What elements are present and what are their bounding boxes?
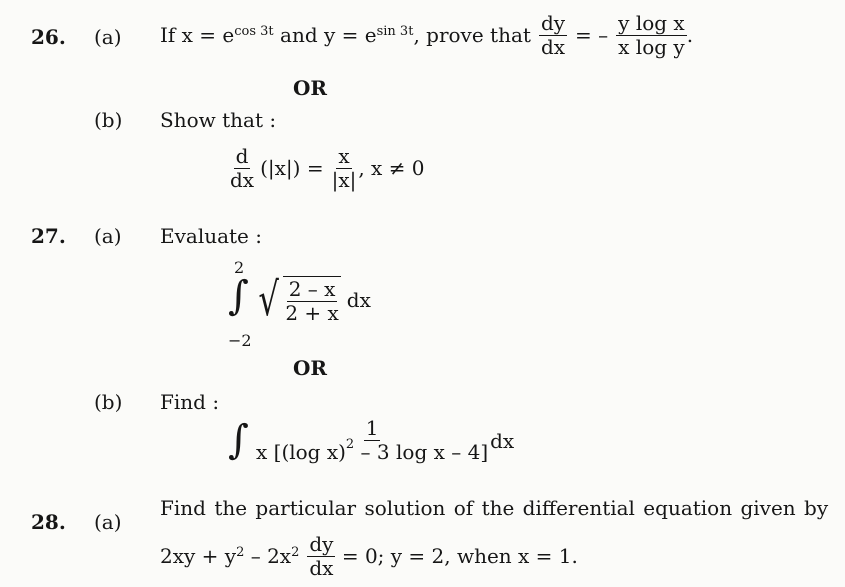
q28a-d-fraction: [307, 531, 335, 580]
q28a-d-num: dy: [309, 531, 334, 556]
q27b-integral-sign: ∫: [228, 417, 249, 463]
part-label-27a: (a): [94, 224, 122, 248]
q26a-equals: = –: [575, 23, 609, 47]
q26a-rhs-fraction: [616, 10, 687, 59]
q27a-integrand: [254, 272, 371, 326]
q27b-text: Find :: [160, 390, 220, 414]
question-number-28: 28.: [31, 510, 66, 534]
q26a-text-prove: , prove that: [413, 23, 531, 47]
q26b-equation: [228, 140, 425, 196]
q27a-radicand: [283, 276, 340, 324]
q27b-den-sup: 2: [345, 437, 355, 452]
q26b-abs-expr: (|x|) =: [260, 156, 324, 180]
q27a-integral-sign: ∫: [228, 273, 249, 319]
part-label-26b: (b): [94, 108, 123, 132]
q28a-equation: [160, 528, 578, 584]
q26a-rhs-den: x log y: [618, 34, 685, 59]
q27b-den-pre: x [(log x): [256, 440, 346, 464]
q26a-end: .: [686, 23, 694, 47]
q26a-exp-sin: sin 3t: [376, 23, 414, 39]
q26b-d-num: d: [235, 143, 249, 168]
q28a-d-den: dx: [309, 555, 334, 580]
q26b-rhs-fraction: [330, 143, 359, 192]
q26a-text-and: and y = e: [273, 23, 377, 47]
q28a-line1: Find the particular solution of the differential equation given by: [160, 496, 829, 520]
q27a-fraction: [283, 279, 340, 324]
q28a-eq-post: = 0; y = 2, when x = 1.: [335, 544, 578, 568]
q26a-rhs-num: y log x: [618, 10, 685, 35]
q27a-den: 2 + x: [285, 301, 339, 325]
part-label-27b: (b): [94, 390, 123, 414]
part-label-28a: (a): [94, 510, 122, 534]
q27a-dx: dx: [346, 288, 371, 312]
q27a-lower-limit: −2: [228, 331, 252, 350]
q27a-num: 2 – x: [288, 277, 336, 301]
q26b-rhs-den: |x|: [331, 167, 357, 192]
q26a-lhs-num: dy: [540, 10, 566, 35]
question-number-27: 27.: [31, 224, 66, 248]
q27b-dx: dx: [490, 428, 515, 453]
q28a-eq-mid: – 2x: [244, 544, 292, 568]
q26b-d-fraction: [228, 143, 256, 192]
q28a-eq-pre: 2xy + y: [160, 544, 237, 568]
q27b-den: [254, 437, 490, 464]
q27a-text: Evaluate :: [160, 224, 262, 248]
q27b-num: 1: [365, 416, 379, 440]
q26a-exp-cos: cos 3t: [234, 23, 274, 39]
q26b-text: Show that :: [160, 108, 277, 132]
q26a-lhs-den: dx: [540, 34, 566, 59]
question-26a-statement: [160, 10, 693, 60]
q26b-condition: , x ≠ 0: [358, 156, 425, 180]
q27b-fraction: [254, 418, 490, 463]
or-separator-27: OR: [293, 356, 328, 380]
q28a-sup1: 2: [236, 544, 245, 560]
radical-icon: √: [258, 272, 279, 326]
q27b-integrand: [254, 418, 514, 463]
q26b-rhs-num: x: [338, 143, 350, 168]
q26b-d-den: dx: [230, 167, 255, 192]
q26a-lhs-fraction: [539, 10, 567, 59]
part-label-26a: (a): [94, 25, 122, 49]
question-number-26: 26.: [31, 25, 66, 49]
q27a-upper-limit: 2: [234, 258, 245, 277]
q27b-den-post: – 3 log x – 4]: [354, 440, 489, 464]
q26a-text-if: If x = e: [160, 23, 235, 47]
q28a-sup2: 2: [291, 544, 300, 560]
or-separator-26: OR: [293, 76, 328, 100]
q27a-sqrt: [254, 272, 341, 326]
